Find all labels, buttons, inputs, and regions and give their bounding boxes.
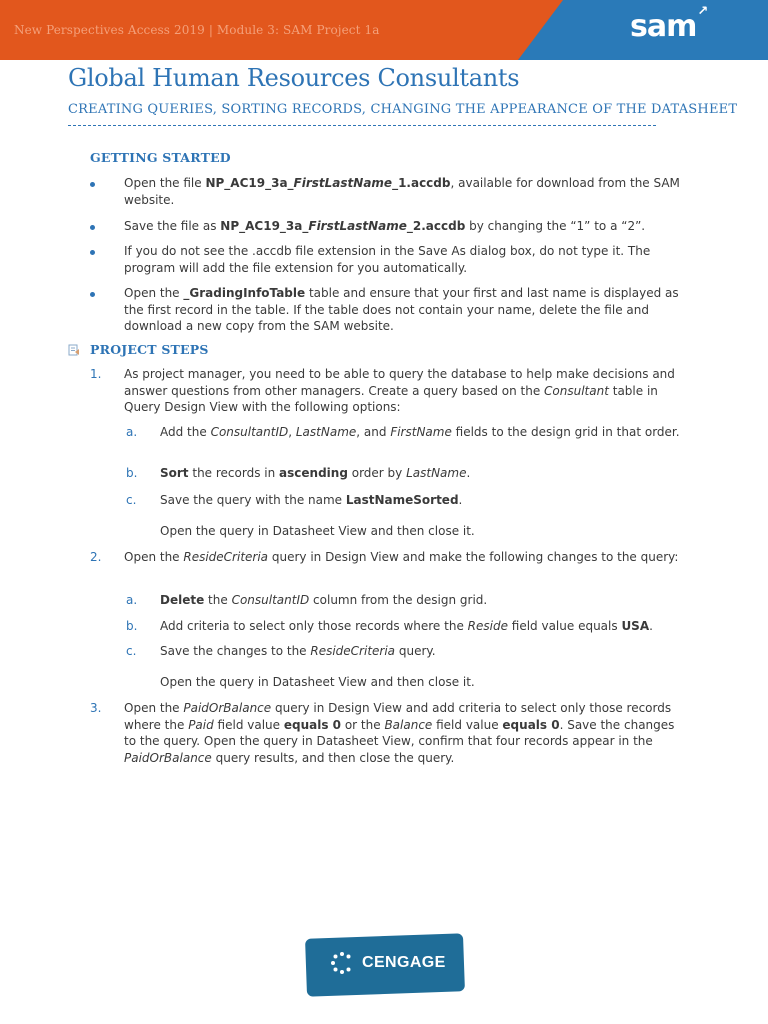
project-steps-heading: PROJECT STEPS xyxy=(90,342,209,357)
italic-text: LastName xyxy=(406,466,467,480)
substep-text xyxy=(160,592,680,609)
bold-text: Sort xyxy=(160,466,189,480)
text-run: or the xyxy=(341,717,385,732)
text-run: . xyxy=(458,493,463,507)
text-run: Add the xyxy=(160,425,211,439)
step-followup: Open the query in Datasheet View and then close it. xyxy=(160,524,475,538)
step-number: 2. xyxy=(90,550,102,564)
text-run: If you do not see the .accdb file extension in the Save As dialog box, do not type it. The program will add the file extension for you automatically. xyxy=(124,244,651,275)
cengage-logo-text: CENGAGE xyxy=(362,954,446,971)
bullet-icon xyxy=(90,292,95,297)
text-run: Open the file xyxy=(124,176,206,190)
bold-text: _GradingInfoTable xyxy=(183,286,306,300)
text-run: table in Query Design View with the following options: xyxy=(124,383,658,414)
text-run: , and xyxy=(356,425,391,439)
text-run: query in Design View and add criteria to select only those records where the xyxy=(124,701,672,732)
substep-letter: a. xyxy=(126,593,138,607)
step-text xyxy=(124,700,689,766)
text-run: Save the file as xyxy=(124,219,221,233)
text-run: by changing the “1” to a “2”. xyxy=(465,219,646,233)
cengage-logo xyxy=(330,951,446,975)
step-text xyxy=(124,366,689,416)
italic-text: LastName xyxy=(295,425,357,439)
sam-logo xyxy=(630,4,708,44)
italic-text: ConsultantID xyxy=(231,593,310,607)
text-run: column from the design grid. xyxy=(309,593,488,607)
bold-text: LastNameSorted xyxy=(345,493,459,507)
text-run: As project manager, you need to be able to query the database to help make decisions and answer questions from other managers. Create a query based on the xyxy=(124,367,675,398)
sam-logo-text: sam xyxy=(630,9,697,44)
italic-text: ResideCriteria xyxy=(183,550,269,564)
substep-letter: b. xyxy=(126,619,138,633)
bold-text: _2.accdb xyxy=(406,219,466,233)
substep-letter: b. xyxy=(126,466,138,480)
text-run: . xyxy=(649,619,653,633)
text-run: query in Design View and make the following changes to the query: xyxy=(268,550,679,564)
text-run: Save the changes to the xyxy=(160,644,311,658)
bold-text: FirstLastName xyxy=(308,219,407,233)
header-band xyxy=(0,0,768,60)
substep-text xyxy=(160,643,680,660)
italic-text: FirstName xyxy=(390,425,452,439)
substep-text xyxy=(160,465,680,482)
getting-started-item xyxy=(124,243,689,276)
bold-text: FirstLastName xyxy=(293,176,393,190)
text-run: Open the xyxy=(124,701,184,715)
italic-text: Reside xyxy=(467,619,508,633)
divider xyxy=(68,125,656,126)
text-run: field value xyxy=(213,717,284,732)
bullet-icon xyxy=(90,225,95,230)
bold-text: NP_AC19_3a_ xyxy=(205,176,294,190)
italic-text: PaidOrBalance xyxy=(183,701,272,715)
text-run: field value xyxy=(432,717,503,732)
step-text xyxy=(124,549,689,566)
steps-icon xyxy=(68,344,80,356)
bullet-icon xyxy=(90,182,95,187)
italic-text: Consultant xyxy=(544,383,609,398)
step-number: 3. xyxy=(90,701,102,715)
header-title: New Perspectives Access 2019 | Module 3: SAM Project 1a xyxy=(14,23,380,37)
text-run: , xyxy=(288,425,296,439)
substep-letter: c. xyxy=(126,493,137,507)
substep-text xyxy=(160,618,690,635)
bullet-icon xyxy=(90,250,95,255)
getting-started-item xyxy=(124,218,689,235)
text-run: query. xyxy=(395,644,436,658)
bold-text: equals 0 xyxy=(283,717,342,732)
text-run: query results, and then close the query. xyxy=(211,750,455,765)
bold-text: ascending xyxy=(279,466,348,480)
getting-started-item xyxy=(124,285,689,335)
cengage-mark-icon xyxy=(330,951,354,975)
text-run: Save the query with the name xyxy=(160,493,346,507)
substep-letter: a. xyxy=(126,425,138,439)
substep-letter: c. xyxy=(126,644,137,658)
italic-text: ResideCriteria xyxy=(310,644,396,658)
text-run: . xyxy=(466,466,471,480)
text-run: , available for download from the SAM website. xyxy=(124,176,680,207)
text-run: Add criteria to select only those records where the xyxy=(160,619,468,633)
italic-text: Paid xyxy=(188,717,214,732)
text-run: . Save the changes to the query. Open the query in Datasheet View, confirm that four records appear in the xyxy=(124,717,675,748)
bold-text: equals 0 xyxy=(502,717,560,732)
bold-text: Delete xyxy=(160,593,205,607)
substep-text xyxy=(160,424,680,441)
bold-text: USA xyxy=(621,619,650,633)
text-run: Open the xyxy=(124,286,184,300)
step-number: 1. xyxy=(90,367,102,381)
step-followup: Open the query in Datasheet View and then close it. xyxy=(160,675,475,689)
text-run: order by xyxy=(347,466,407,480)
getting-started-heading: GETTING STARTED xyxy=(90,150,231,165)
text-run: field value equals xyxy=(507,619,622,633)
italic-text: ConsultantID xyxy=(210,425,289,439)
text-run: table and ensure that your first and last name is displayed as the first record in the table. If the table does not contain your name, delete the file and download a new copy from the SAM website. xyxy=(124,286,679,333)
italic-text: PaidOrBalance xyxy=(124,750,212,765)
getting-started-item xyxy=(124,175,689,208)
document-title: Global Human Resources Consultants xyxy=(68,64,520,92)
document-subtitle: CREATING QUERIES, SORTING RECORDS, CHANGING THE APPEARANCE OF THE DATASHEET xyxy=(68,102,738,117)
bold-text: NP_AC19_3a_ xyxy=(220,219,309,233)
text-run: Open the xyxy=(124,550,184,564)
sam-logo-mark: ↗ xyxy=(697,4,708,19)
bold-text: _1.accdb xyxy=(392,176,451,190)
text-run: the records in xyxy=(188,466,280,480)
italic-text: Balance xyxy=(384,717,433,732)
substep-text xyxy=(160,492,680,509)
text-run: the xyxy=(204,593,232,607)
text-run: fields to the design grid in that order. xyxy=(451,425,680,439)
